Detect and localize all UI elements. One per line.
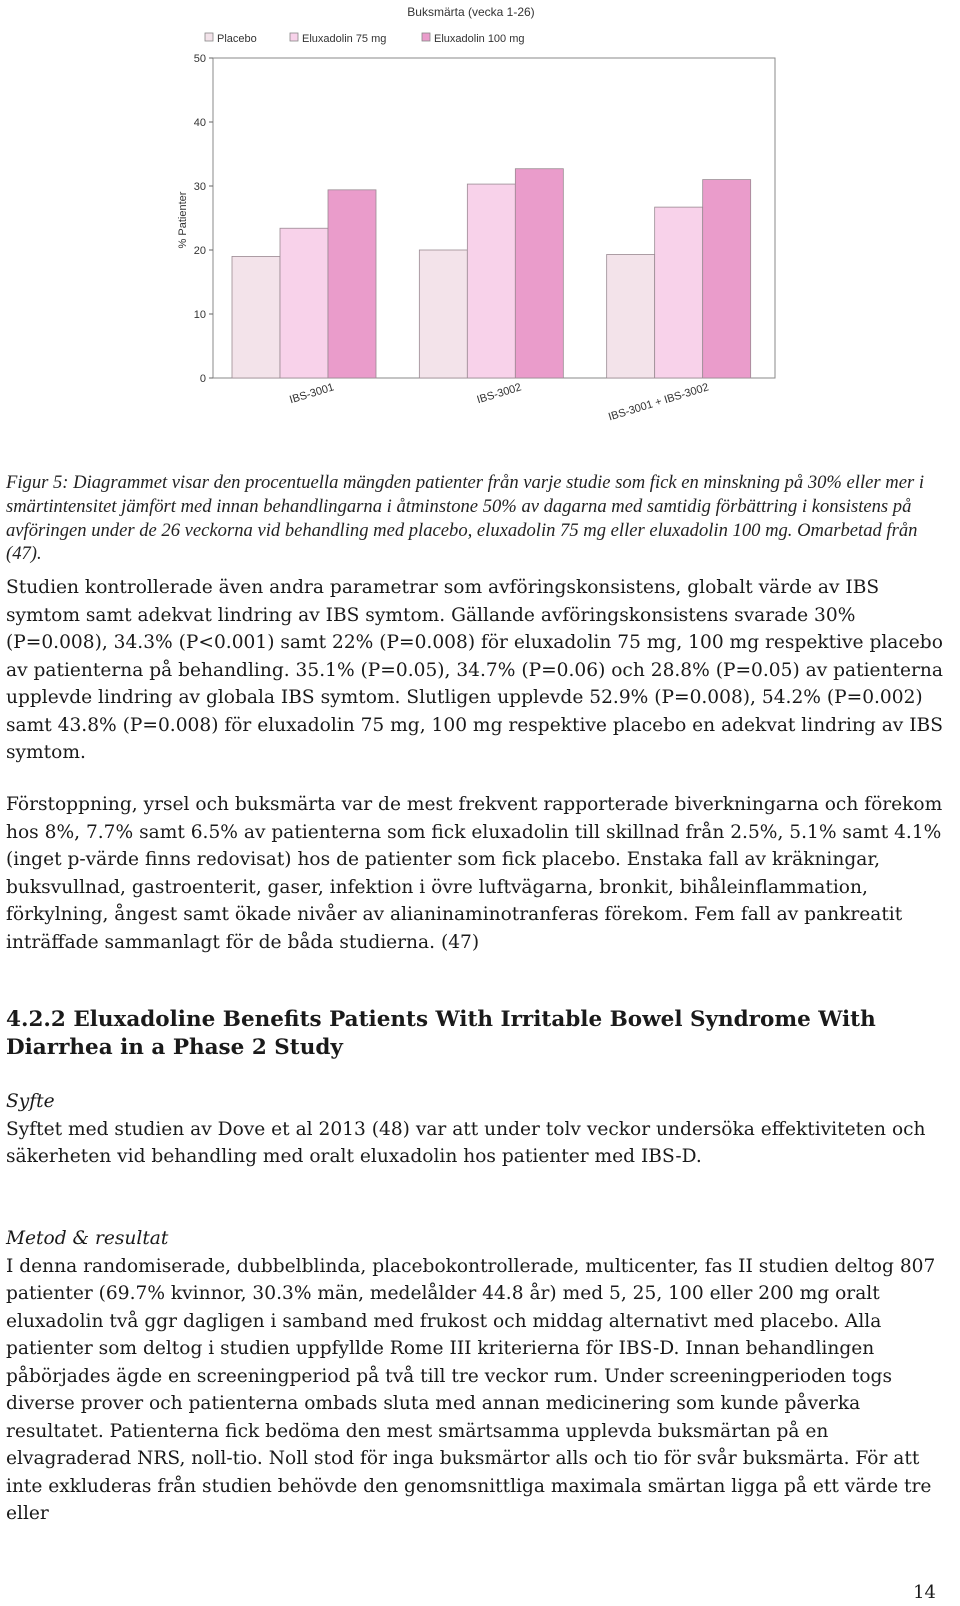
bar: [655, 207, 703, 378]
y-tick-label: 0: [199, 373, 206, 385]
bar: [703, 180, 751, 378]
page-number: 14: [913, 1582, 936, 1603]
chart-bars: [232, 169, 751, 378]
legend-label: Eluxadolin 100 mg: [434, 33, 525, 45]
x-tick-label: IBS-3001: [288, 381, 336, 407]
x-tick-labels: [288, 381, 710, 423]
y-tick-label: 30: [193, 181, 206, 193]
bar: [515, 169, 563, 378]
y-tick-label: 40: [193, 117, 206, 129]
section-heading: 4.2.2 Eluxadoline Benefits Patients With Irritable Bowel Syndrome With Diarrhea in a Phase 2 Study: [6, 1007, 876, 1060]
y-axis-label: % Patienter: [177, 191, 189, 249]
y-tick-label: 20: [193, 245, 206, 257]
y-tick-label: 50: [193, 53, 206, 65]
legend-label: Eluxadolin 75 mg: [302, 33, 387, 45]
syfte-section: [6, 1088, 954, 1171]
syfte-text: Syftet med studien av Dove et al 2013 (48) var att under tolv veckor undersöka effektiviteten och säkerheten vid behandling med oralt eluxadolin hos patienter med IBS-D.: [6, 1118, 926, 1167]
y-tick-label: 10: [193, 309, 206, 321]
paragraph-results: Studien kontrollerade även andra parametrar som avföringskonsistens, globalt värde av IBS symtom samt adekvat lindring av IBS symtom. Gällande avföringskonsistens svarade 30% (P=0.008), 34.3% (P<0.001) samt 22% (P=0.008) för eluxadolin 75 mg, 100 mg respektive placebo av patienterna på behandling. 35.1% (P=0.05), 34.7% (P=0.06) och 28.8% (P=0.05) av patienterna upplevde lindring av globala IBS symtom. Slutligen upplevde 52.9% (P=0.008), 54.2% (P=0.002) samt 43.8% (P=0.008) för eluxadolin 75 mg, 100 mg respektive placebo en adekvat lindring av IBS symtom.: [6, 577, 943, 763]
paragraph-side-effects: Förstoppning, yrsel och buksmärta var de mest frekvent rapporterade biverkningarna och förekom hos 8%, 7.7% samt 6.5% av patienterna som fick eluxadolin till skillnad från 2.5%, 5.1% samt 4.1% (inget p-värde finns redovisat) hos de patienter som fick placebo. Enstaka fall av kräkningar, buksvullnad, gastroenterit, gaser, infektion i övre luftvägarna, bronkit, bihåleinflammation, förkylning, ångest samt ökade nivåer av alianinaminotranferas förekom. Fem fall av pankreatit inträffade sammanlagt för de båda studierna. (47): [6, 794, 943, 953]
syfte-label: Syfte: [6, 1091, 55, 1112]
metod-section: [6, 1225, 954, 1528]
bar: [280, 228, 328, 378]
chart-legend: [205, 33, 525, 45]
bar: [607, 254, 655, 378]
bar-chart: [0, 0, 960, 450]
x-tick-label: IBS-3002: [475, 381, 523, 407]
figure-caption: Figur 5: Diagrammet visar den procentuella mängden patienter från varje studie som fick en minskning på 30% eller mer i smärtintensitet jämfört med innan behandlingarna i åtminstone 50% av dagarna med samtidig förbättring i konsistens på avföringen under de 26 veckorna vid behandling med placebo, eluxadolin 75 mg eller eluxadolin 100 mg. Omarbetad från (47).: [6, 472, 925, 565]
legend-swatch: [205, 33, 213, 41]
legend-swatch: [422, 33, 430, 41]
legend-swatch: [290, 33, 298, 41]
chart-title: Buksmärta (vecka 1-26): [407, 5, 535, 19]
bar: [419, 250, 467, 378]
metod-label: Metod & resultat: [6, 1228, 169, 1249]
bar: [232, 256, 280, 378]
bar: [467, 184, 515, 378]
x-tick-label: IBS-3001 + IBS-3002: [606, 381, 711, 424]
metod-text: I denna randomiserade, dubbelblinda, placebokontrollerade, multicenter, fas II studien deltog 807 patienter (69.7% kvinnor, 30.3% män, medelålder 44.8 år) med 5, 25, 100 eller 200 mg oralt eluxadolin två ggr dagligen i samband med frukost och middag alternativt med placebo. Alla patienter som deltog i studien uppfyllde Rome III kriterierna för IBS-D. Innan behandlingen påbörjades ägde en screeningperiod på två till tre veckor rum. Under screeningperioden togs diverse prover och patienterna ombads sluta med annan medicinering som kunde påverka resultatet. Patienterna fick bedöma den mest smärtsamma upplevda buksmärtan på en elvagraderad NRS, noll-tio. Noll stod för inga buksmärtor alls och tio för svår buksmärta. För att inte exkluderas från studien behövde den genomsnittliga maximala smärtan ligga på ett värde tre eller: [6, 1255, 936, 1524]
bar: [328, 190, 376, 378]
legend-label: Placebo: [217, 33, 257, 45]
